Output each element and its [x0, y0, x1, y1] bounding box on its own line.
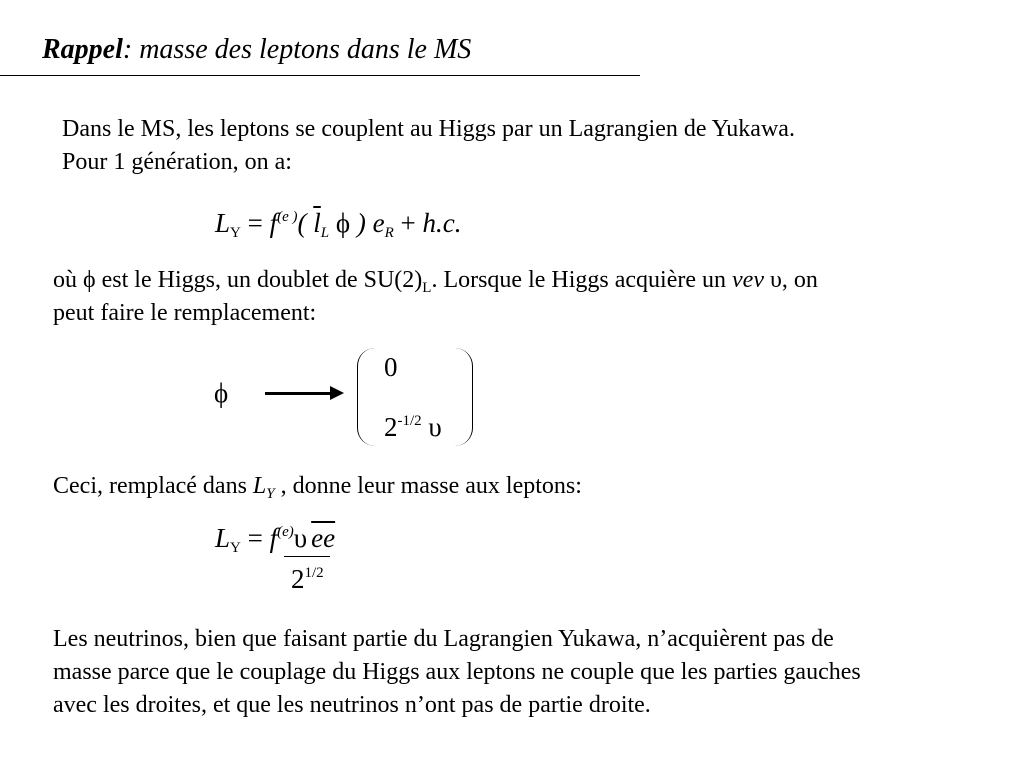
vector-right-paren [454, 348, 473, 446]
replacement-arrow-head [330, 386, 344, 400]
eq1-f: f [269, 208, 278, 238]
eq2-f: f [269, 523, 278, 553]
eq2-equals: = [240, 523, 270, 553]
vector-bottom-base: 2 [384, 412, 398, 442]
conclusion-line-3: avec les droites, et que les neutrinos n’ont pas de partie droite. [53, 692, 651, 718]
eq1-plus: + [393, 208, 423, 238]
ceci-L: L [252, 473, 267, 499]
fraction-bar [284, 556, 330, 557]
ceci-L-sub: Y [266, 486, 275, 502]
higgs-text-p3: υ, on [763, 267, 818, 293]
vector-bottom-entry [384, 412, 442, 443]
eq2-L: L [215, 523, 231, 553]
higgs-text-line-2: peut faire le remplacement: [53, 300, 317, 326]
eq1-open-paren: ( [297, 208, 314, 238]
eq1-L-sub: Y [230, 225, 241, 241]
eq1-e-sub: R [384, 225, 394, 241]
intro-line-2: Pour 1 génération, on a: [62, 149, 292, 175]
yukawa-lagrangian-equation [215, 208, 461, 242]
eq2-L-sub: Y [230, 540, 241, 556]
intro-line-1: Dans le MS, les leptons se couplent au Higgs par un Lagrangien de Yukawa. [62, 116, 795, 142]
slide-title [42, 34, 471, 66]
ceci-p1: Ceci, remplacé dans [53, 473, 253, 499]
eq1-phi: ϕ [329, 208, 357, 238]
higgs-text-p2: . Lorsque le Higgs acquière un [431, 267, 733, 293]
eq2-denom-sup: 1/2 [304, 565, 324, 581]
eq1-L: L [215, 208, 231, 238]
fraction-denominator [291, 564, 324, 595]
vector-top-entry: 0 [384, 352, 398, 382]
eq1-close-paren: ) [356, 208, 373, 238]
eq1-e: e [372, 208, 385, 238]
eq1-f-sup: (e ) [277, 209, 298, 225]
eq2-f-sup: (e) [277, 524, 294, 540]
conclusion-line-1: Les neutrinos, bien que faisant partie du Lagrangien Yukawa, n’acquièrent pas de [53, 626, 834, 652]
mass-equation [215, 523, 335, 557]
eq1-hc: h.c. [422, 208, 462, 238]
title-rest: : masse des leptons dans le MS [122, 34, 472, 65]
replacement-phi: ϕ [214, 378, 229, 408]
eq2-upsilon: υ [293, 523, 308, 553]
replacement-arrow-line [265, 392, 333, 395]
conclusion-line-2: masse parce que le couplage du Higgs aux leptons ne couple que les parties gauches [53, 659, 861, 685]
eq1-equals: = [240, 208, 270, 238]
eq1-l-sub: L [320, 225, 330, 241]
higgs-text-p1: où ϕ est le Higgs, un doublet de SU(2) [53, 267, 423, 293]
eq2-ee: $\overline{ee}$ [311, 523, 336, 553]
higgs-text-vev: vev [732, 267, 764, 293]
ceci-p2: , donne leur masse aux leptons: [274, 473, 582, 499]
title-underline [0, 75, 640, 76]
title-bold: Rappel [42, 34, 123, 65]
ceci-line [53, 470, 582, 511]
vector-bottom-sup: -1/2 [397, 413, 422, 429]
eq2-denom-base: 2 [291, 564, 305, 594]
vector-bottom-upsilon: υ [421, 412, 442, 442]
higgs-text-sub: L [422, 280, 432, 296]
eq1-lbar: $\overline{l}$ [313, 208, 321, 238]
vector-left-paren [357, 348, 376, 446]
